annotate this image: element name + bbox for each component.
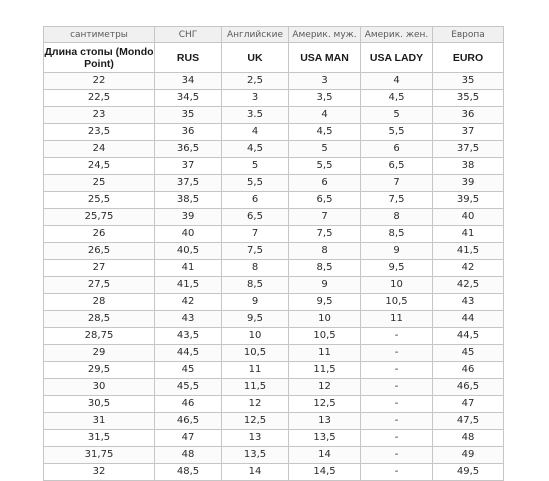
- cell-usa-man: 3: [289, 73, 361, 90]
- cell-uk: 4: [222, 124, 289, 141]
- header-label-us-men: Америк. муж.: [289, 27, 361, 43]
- cell-rus: 38,5: [155, 192, 222, 209]
- header-label-cm: сантиметры: [44, 27, 155, 43]
- table-row: [44, 328, 504, 345]
- cell-euro: 47,5: [433, 413, 504, 430]
- cell-euro: 37: [433, 124, 504, 141]
- cell-rus: 41,5: [155, 277, 222, 294]
- cell-uk: 7: [222, 226, 289, 243]
- cell-usa-lady: -: [361, 379, 433, 396]
- cell-usa-man: 14: [289, 447, 361, 464]
- cell-rus: 35: [155, 107, 222, 124]
- header-code-rus: RUS: [155, 43, 222, 73]
- cell-usa-lady: -: [361, 345, 433, 362]
- cell-uk: 13: [222, 430, 289, 447]
- cell-uk: 3.5: [222, 107, 289, 124]
- table-row: [44, 209, 504, 226]
- cell-cm: 31: [44, 413, 155, 430]
- cell-uk: 10,5: [222, 345, 289, 362]
- cell-rus: 34: [155, 73, 222, 90]
- cell-uk: 10: [222, 328, 289, 345]
- cell-uk: 11: [222, 362, 289, 379]
- cell-uk: 2,5: [222, 73, 289, 90]
- cell-uk: 4,5: [222, 141, 289, 158]
- cell-rus: 34,5: [155, 90, 222, 107]
- cell-usa-man: 3,5: [289, 90, 361, 107]
- cell-euro: 38: [433, 158, 504, 175]
- cell-cm: 31,75: [44, 447, 155, 464]
- cell-euro: 48: [433, 430, 504, 447]
- cell-rus: 36: [155, 124, 222, 141]
- cell-uk: 12,5: [222, 413, 289, 430]
- cell-usa-lady: 9,5: [361, 260, 433, 277]
- cell-usa-lady: 11: [361, 311, 433, 328]
- cell-uk: 5,5: [222, 175, 289, 192]
- cell-cm: 24: [44, 141, 155, 158]
- cell-cm: 27,5: [44, 277, 155, 294]
- table-row: [44, 447, 504, 464]
- cell-euro: 42,5: [433, 277, 504, 294]
- table-row: [44, 141, 504, 158]
- cell-usa-man: 5,5: [289, 158, 361, 175]
- cell-usa-lady: 7,5: [361, 192, 433, 209]
- cell-usa-man: 12: [289, 379, 361, 396]
- cell-uk: 6,5: [222, 209, 289, 226]
- cell-rus: 42: [155, 294, 222, 311]
- cell-rus: 47: [155, 430, 222, 447]
- table-row: [44, 158, 504, 175]
- cell-usa-man: 14,5: [289, 464, 361, 481]
- cell-usa-lady: 9: [361, 243, 433, 260]
- cell-rus: 37,5: [155, 175, 222, 192]
- cell-cm: 23,5: [44, 124, 155, 141]
- cell-cm: 28,5: [44, 311, 155, 328]
- cell-euro: 46,5: [433, 379, 504, 396]
- cell-euro: 35,5: [433, 90, 504, 107]
- cell-cm: 25: [44, 175, 155, 192]
- cell-usa-man: 13: [289, 413, 361, 430]
- cell-usa-man: 4: [289, 107, 361, 124]
- cell-cm: 26: [44, 226, 155, 243]
- cell-rus: 46,5: [155, 413, 222, 430]
- cell-euro: 49,5: [433, 464, 504, 481]
- cell-usa-lady: 8,5: [361, 226, 433, 243]
- table-row: [44, 362, 504, 379]
- cell-euro: 39: [433, 175, 504, 192]
- cell-rus: 39: [155, 209, 222, 226]
- cell-rus: 41: [155, 260, 222, 277]
- table-row: [44, 124, 504, 141]
- table-row: [44, 430, 504, 447]
- cell-cm: 28: [44, 294, 155, 311]
- cell-cm: 25,75: [44, 209, 155, 226]
- cell-cm: 25,5: [44, 192, 155, 209]
- cell-euro: 36: [433, 107, 504, 124]
- cell-usa-lady: -: [361, 413, 433, 430]
- cell-usa-man: 12,5: [289, 396, 361, 413]
- table-row: [44, 311, 504, 328]
- cell-uk: 7,5: [222, 243, 289, 260]
- cell-usa-lady: 7: [361, 175, 433, 192]
- header-label-us-women: Америк. жен.: [361, 27, 433, 43]
- table-row: [44, 413, 504, 430]
- cell-cm: 22: [44, 73, 155, 90]
- table-row: [44, 243, 504, 260]
- table-row: [44, 294, 504, 311]
- table-row: [44, 226, 504, 243]
- cell-euro: 39,5: [433, 192, 504, 209]
- cell-usa-lady: 5: [361, 107, 433, 124]
- cell-rus: 40,5: [155, 243, 222, 260]
- cell-rus: 48,5: [155, 464, 222, 481]
- cell-cm: 32: [44, 464, 155, 481]
- table-row: [44, 73, 504, 90]
- cell-cm: 31,5: [44, 430, 155, 447]
- cell-rus: 45,5: [155, 379, 222, 396]
- cell-uk: 9: [222, 294, 289, 311]
- table-row: [44, 464, 504, 481]
- cell-euro: 45: [433, 345, 504, 362]
- cell-uk: 9,5: [222, 311, 289, 328]
- table-row: [44, 90, 504, 107]
- cell-usa-lady: 4,5: [361, 90, 433, 107]
- cell-usa-man: 9,5: [289, 294, 361, 311]
- cell-euro: 37,5: [433, 141, 504, 158]
- cell-uk: 5: [222, 158, 289, 175]
- cell-usa-man: 6,5: [289, 192, 361, 209]
- table-row: [44, 379, 504, 396]
- header-code-foot-length: Длина стопы (Mondo Point): [44, 43, 155, 73]
- cell-euro: 44: [433, 311, 504, 328]
- cell-uk: 8: [222, 260, 289, 277]
- header-code-row: [44, 43, 504, 73]
- table-row: [44, 260, 504, 277]
- cell-usa-lady: -: [361, 396, 433, 413]
- cell-usa-man: 9: [289, 277, 361, 294]
- cell-euro: 41,5: [433, 243, 504, 260]
- cell-euro: 46: [433, 362, 504, 379]
- cell-cm: 24,5: [44, 158, 155, 175]
- shoe-size-table: [43, 26, 504, 481]
- cell-cm: 22,5: [44, 90, 155, 107]
- table-row: [44, 396, 504, 413]
- cell-euro: 43: [433, 294, 504, 311]
- cell-usa-lady: -: [361, 328, 433, 345]
- cell-euro: 47: [433, 396, 504, 413]
- cell-cm: 26,5: [44, 243, 155, 260]
- cell-usa-lady: -: [361, 362, 433, 379]
- cell-rus: 36,5: [155, 141, 222, 158]
- header-code-euro: EURO: [433, 43, 504, 73]
- cell-usa-man: 8,5: [289, 260, 361, 277]
- cell-rus: 46: [155, 396, 222, 413]
- cell-euro: 40: [433, 209, 504, 226]
- cell-euro: 49: [433, 447, 504, 464]
- cell-usa-man: 10: [289, 311, 361, 328]
- cell-euro: 35: [433, 73, 504, 90]
- cell-usa-lady: -: [361, 447, 433, 464]
- cell-usa-man: 13,5: [289, 430, 361, 447]
- header-label-uk: Английские: [222, 27, 289, 43]
- cell-usa-man: 6: [289, 175, 361, 192]
- table-row: [44, 345, 504, 362]
- cell-usa-man: 7: [289, 209, 361, 226]
- table-row: [44, 277, 504, 294]
- cell-usa-man: 4,5: [289, 124, 361, 141]
- cell-cm: 23: [44, 107, 155, 124]
- cell-usa-lady: 5,5: [361, 124, 433, 141]
- cell-usa-man: 8: [289, 243, 361, 260]
- cell-usa-lady: 10,5: [361, 294, 433, 311]
- cell-usa-man: 5: [289, 141, 361, 158]
- cell-cm: 29,5: [44, 362, 155, 379]
- cell-rus: 44,5: [155, 345, 222, 362]
- cell-cm: 27: [44, 260, 155, 277]
- cell-uk: 6: [222, 192, 289, 209]
- cell-rus: 48: [155, 447, 222, 464]
- cell-uk: 13,5: [222, 447, 289, 464]
- cell-rus: 40: [155, 226, 222, 243]
- cell-usa-man: 11,5: [289, 362, 361, 379]
- header-label-cis: СНГ: [155, 27, 222, 43]
- header-code-usa-man: USA MAN: [289, 43, 361, 73]
- cell-usa-man: 7,5: [289, 226, 361, 243]
- header-label-europe: Европа: [433, 27, 504, 43]
- cell-usa-lady: 6,5: [361, 158, 433, 175]
- cell-rus: 37: [155, 158, 222, 175]
- cell-euro: 44,5: [433, 328, 504, 345]
- size-table-body: [44, 27, 504, 481]
- cell-usa-man: 11: [289, 345, 361, 362]
- cell-cm: 30: [44, 379, 155, 396]
- cell-rus: 43: [155, 311, 222, 328]
- cell-usa-man: 10,5: [289, 328, 361, 345]
- table-row: [44, 192, 504, 209]
- cell-uk: 8,5: [222, 277, 289, 294]
- header-code-usa-lady: USA LADY: [361, 43, 433, 73]
- cell-usa-lady: -: [361, 464, 433, 481]
- cell-uk: 12: [222, 396, 289, 413]
- cell-rus: 43,5: [155, 328, 222, 345]
- cell-usa-lady: 8: [361, 209, 433, 226]
- cell-euro: 41: [433, 226, 504, 243]
- cell-usa-lady: 4: [361, 73, 433, 90]
- cell-usa-lady: 6: [361, 141, 433, 158]
- cell-uk: 11,5: [222, 379, 289, 396]
- cell-cm: 28,75: [44, 328, 155, 345]
- cell-uk: 3: [222, 90, 289, 107]
- header-label-row: [44, 27, 504, 43]
- cell-cm: 29: [44, 345, 155, 362]
- header-code-uk: UK: [222, 43, 289, 73]
- cell-usa-lady: 10: [361, 277, 433, 294]
- cell-uk: 14: [222, 464, 289, 481]
- table-row: [44, 175, 504, 192]
- cell-usa-lady: -: [361, 430, 433, 447]
- cell-cm: 30,5: [44, 396, 155, 413]
- cell-rus: 45: [155, 362, 222, 379]
- cell-euro: 42: [433, 260, 504, 277]
- table-row: [44, 107, 504, 124]
